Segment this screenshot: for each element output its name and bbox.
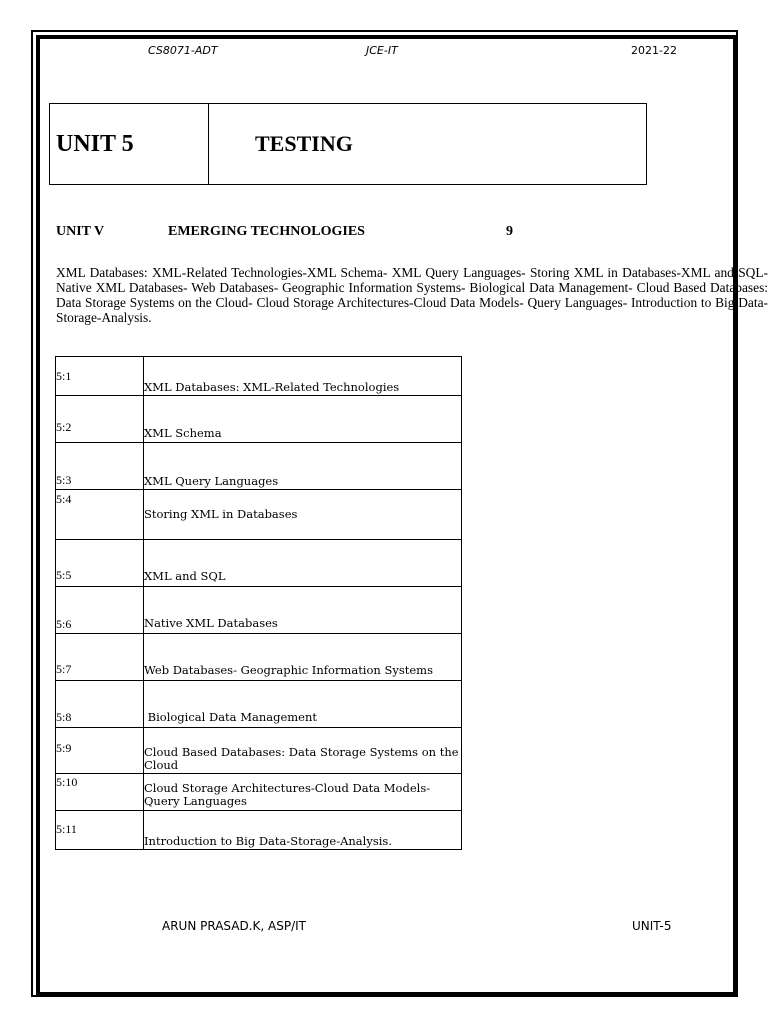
topic-title: XML Query Languages [144, 443, 462, 490]
topic-title: Native XML Databases [144, 587, 462, 634]
topic-title: Cloud Based Databases: Data Storage Systems on the Cloud [144, 728, 462, 774]
topic-number: 5:5 [56, 540, 144, 587]
topic-number: 5:11 [56, 811, 144, 850]
topic-title: Biological Data Management [144, 681, 462, 728]
table-row [56, 774, 462, 811]
topic-number: 5:8 [56, 681, 144, 728]
syllabus-unit: UNIT V [56, 224, 105, 239]
topics-table [55, 356, 462, 850]
table-row [56, 396, 462, 443]
topic-title: Storing XML in Databases [144, 490, 462, 540]
topic-title: XML and SQL [144, 540, 462, 587]
topic-title: XML Schema [144, 396, 462, 443]
table-row [56, 490, 462, 540]
topic-number: 5:4 [56, 490, 144, 540]
topic-number: 5:7 [56, 634, 144, 681]
table-row [56, 357, 462, 396]
unit-title: TESTING [255, 131, 353, 156]
unit-number: UNIT 5 [50, 104, 209, 184]
unit-title-box [49, 103, 647, 185]
topic-number: 5:2 [56, 396, 144, 443]
table-row [56, 540, 462, 587]
table-row [56, 587, 462, 634]
topic-number: 5:1 [56, 357, 144, 396]
syllabus-title: EMERGING TECHNOLOGIES [168, 224, 365, 239]
header-institution: JCE-IT [366, 44, 398, 57]
topic-title: Cloud Storage Architectures-Cloud Data Models-Query Languages [144, 774, 462, 811]
syllabus-heading [0, 224, 768, 242]
footer-author: ARUN PRASAD.K, ASP/IT [162, 919, 306, 933]
topic-number: 5:10 [56, 774, 144, 811]
topic-number: 5:9 [56, 728, 144, 774]
table-row [56, 811, 462, 850]
table-row [56, 728, 462, 774]
table-row [56, 634, 462, 681]
header-year: 2021-22 [631, 44, 677, 57]
table-row [56, 681, 462, 728]
topic-number: 5:3 [56, 443, 144, 490]
table-row [56, 443, 462, 490]
syllabus-description: XML Databases: XML-Related Technologies-XML Schema- XML Query Languages- Storing XML in Databases-XML and SQL- Native XML Databases- Web Databases- Geographic Information Systems- Biological Data Management- Cloud Based Databases: Data Storage Systems on the Cloud- Cloud Storage Architectures-Cloud Data Models- Query Languages- Introduction to Big Data-Storage-Analysis. [56, 265, 768, 325]
topic-title: Introduction to Big Data-Storage-Analysis. [144, 811, 462, 850]
topic-number: 5:6 [56, 587, 144, 634]
header-course-code: CS8071-ADT [148, 44, 218, 57]
topic-title: XML Databases: XML-Related Technologies [144, 357, 462, 396]
footer-unit: UNIT-5 [632, 919, 672, 933]
topic-title: Web Databases- Geographic Information Systems [144, 634, 462, 681]
syllabus-hours: 9 [506, 224, 513, 239]
